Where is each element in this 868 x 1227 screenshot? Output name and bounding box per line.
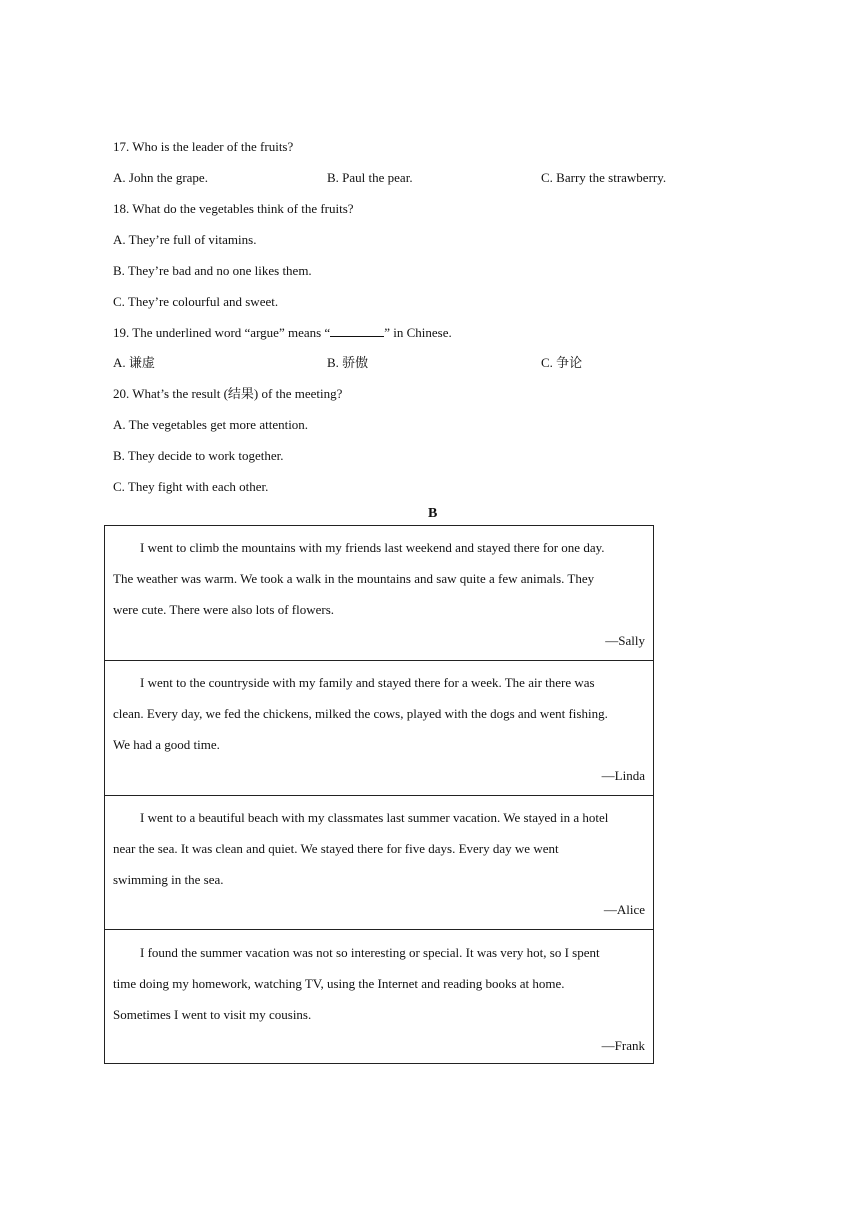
question-19-option-b: B. 骄傲 <box>327 355 369 370</box>
passage-line: We had a good time. <box>113 737 220 752</box>
question-17-option-b: B. Paul the pear. <box>327 170 413 185</box>
question-19-stem <box>113 325 452 341</box>
passage-line: I went to the countryside with my family and stayed there for a week. The air there was <box>140 675 595 690</box>
question-19-stem-before: 19. The underlined word “argue” means “ <box>113 325 331 340</box>
question-17-option-a: A. John the grape. <box>113 170 208 185</box>
passage-author: —Alice <box>603 902 645 917</box>
passage-cell-alice <box>105 795 653 929</box>
question-18-option-a: A. They’re full of vitamins. <box>113 232 257 247</box>
question-20-option-a: A. The vegetables get more attention. <box>113 417 309 432</box>
question-20-option-c: C. They fight with each other. <box>113 479 269 494</box>
passage-cell-frank <box>105 929 653 1063</box>
passage-line: time doing my homework, watching TV, using the Internet and reading books at home. <box>113 976 565 991</box>
question-17-option-c: C. Barry the strawberry. <box>541 170 667 185</box>
passage-table <box>104 525 654 1064</box>
passage-line: were cute. There were also lots of flowers. <box>113 602 335 617</box>
passage-line: Sometimes I went to visit my cousins. <box>113 1007 312 1022</box>
question-20-stem: 20. What’s the result (结果) of the meeting? <box>113 386 343 401</box>
question-18-stem: 18. What do the vegetables think of the fruits? <box>113 201 354 216</box>
question-17-stem: 17. Who is the leader of the fruits? <box>113 139 294 154</box>
passage-line: I went to a beautiful beach with my classmates last summer vacation. We stayed in a hotel <box>140 810 609 825</box>
passage-line: The weather was warm. We took a walk in the mountains and saw quite a few animals. They <box>113 571 595 586</box>
question-18-option-c: C. They’re colourful and sweet. <box>113 294 279 309</box>
question-20-option-b: B. They decide to work together. <box>113 448 284 463</box>
question-19-option-a: A. 谦虚 <box>113 355 155 370</box>
question-19-option-c: C. 争论 <box>541 355 583 370</box>
passage-cell-sally <box>105 526 653 660</box>
passage-line: clean. Every day, we fed the chickens, milked the cows, played with the dogs and went fishing. <box>113 706 608 721</box>
blank-underline <box>330 325 384 337</box>
passage-line: I found the summer vacation was not so interesting or special. It was very hot, so I spent <box>140 945 600 960</box>
passage-author: —Linda <box>601 768 645 783</box>
passage-cell-linda <box>105 660 653 795</box>
section-title: B <box>428 506 438 521</box>
question-18-option-b: B. They’re bad and no one likes them. <box>113 263 312 278</box>
passage-author: —Frank <box>601 1038 645 1053</box>
passage-author: —Sally <box>605 633 645 648</box>
passage-line: swimming in the sea. <box>113 872 224 887</box>
passage-line: near the sea. It was clean and quiet. We stayed there for five days. Every day we went <box>113 841 559 856</box>
passage-line: I went to climb the mountains with my friends last weekend and stayed there for one day. <box>140 540 605 555</box>
question-19-stem-after: ” in Chinese. <box>384 325 452 340</box>
